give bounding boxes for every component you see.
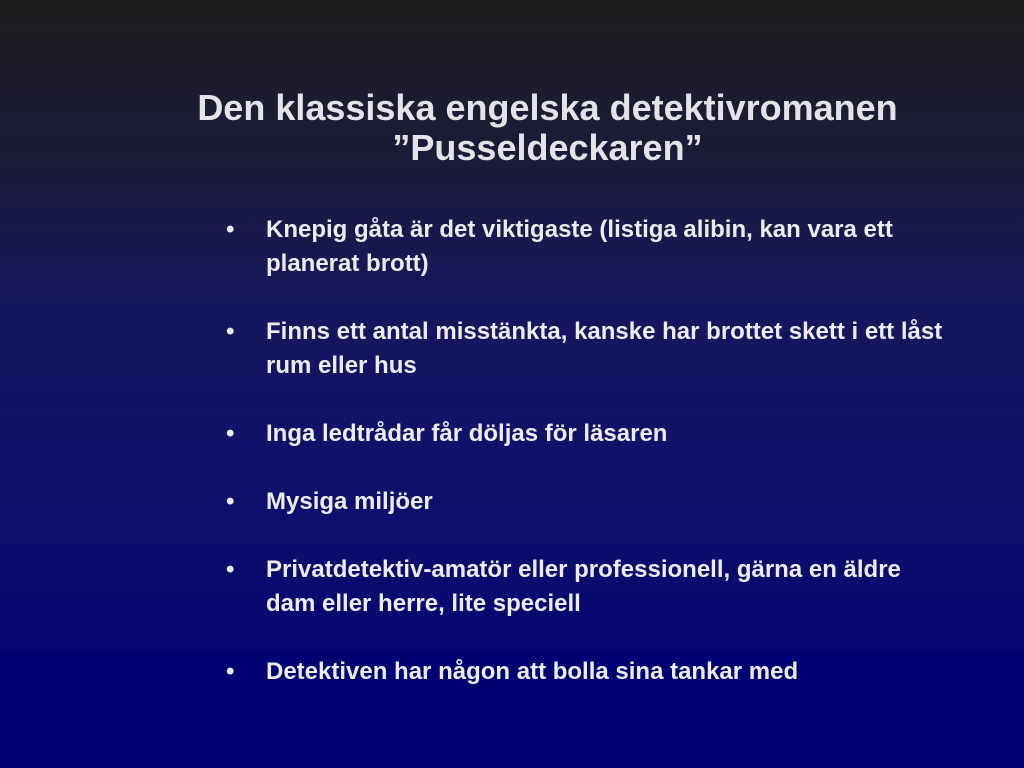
bullet-icon: • [226, 658, 235, 685]
slide-title-line-2: ”Pusseldeckaren” [392, 127, 703, 168]
bullet-text: Knepig gåta är det viktigaste (listiga alibin, kan vara ett planerat brott) [266, 216, 893, 277]
bullet-text: Finns ett antal misstänkta, kanske har brottet skett i ett låst rum eller hus [266, 318, 943, 379]
bullet-text: Inga ledtrådar får döljas för läsaren [266, 420, 668, 447]
slide-title-line-1: Den klassiska engelska detektivromanen [197, 87, 898, 128]
bullet-icon: • [226, 318, 235, 345]
bullet-text: Detektiven har någon att bolla sina tankar med [266, 658, 799, 685]
bullet-item [222, 553, 952, 621]
bullet-item [222, 655, 952, 689]
bullet-item [222, 315, 952, 383]
bullet-icon: • [226, 556, 235, 583]
bullet-item [222, 485, 952, 519]
bullet-icon: • [226, 420, 235, 447]
bullet-item [222, 213, 952, 281]
bullet-text: Privatdetektiv-amatör eller professionell, gärna en äldre dam eller herre, lite speciell [266, 556, 901, 617]
bullet-icon: • [226, 488, 235, 515]
bullet-list [222, 213, 952, 723]
slide-title [60, 88, 1024, 168]
bullet-icon: • [226, 216, 235, 243]
bullet-item [222, 417, 952, 451]
bullet-text: Mysiga miljöer [266, 488, 433, 515]
